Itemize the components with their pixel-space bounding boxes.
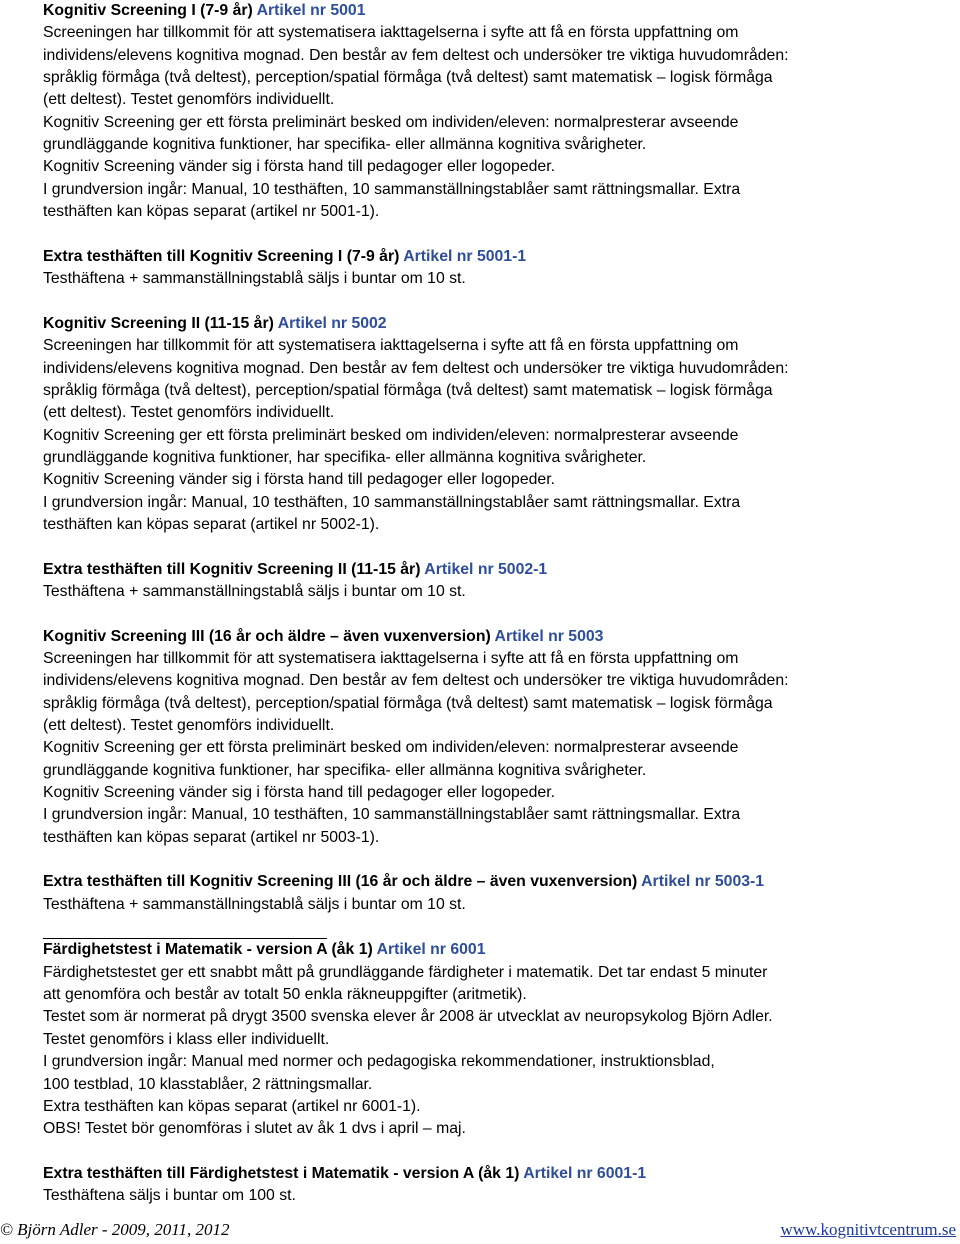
- body-line: Screeningen har tillkommit för att systematisera iakttagelserna i syfte att få en första uppfattning om: [43, 337, 739, 355]
- body-line: Testhäftena säljs i buntar om 100 st.: [43, 1187, 296, 1205]
- article-number: Artikel nr 5003: [494, 627, 604, 645]
- body-line: Kognitiv Screening vänder sig i första hand till pedagoger eller logopeder.: [43, 784, 555, 802]
- section-kognitiv-screening-2: [43, 313, 943, 536]
- body-line: grundläggande kognitiva funktioner, har specifika- eller allmänna kognitiva svårigheter.: [43, 136, 647, 154]
- section-fardighetstest-matematik: [43, 939, 943, 1140]
- body-line: grundläggande kognitiva funktioner, har specifika- eller allmänna kognitiva svårigheter.: [43, 761, 647, 779]
- body-line: språklig förmåga (två deltest), perception/spatial förmåga (två deltest) samt matematisk – logisk förmåga: [43, 69, 773, 87]
- section-heading: [43, 313, 943, 335]
- body-line: Testhäftena + sammanställningstablå säljs i buntar om 10 st.: [43, 582, 466, 600]
- heading-title: Färdighetstest i Matematik - version A (åk 1): [43, 941, 373, 959]
- heading-title: Kognitiv Screening III (16 år och äldre – även vuxenversion): [43, 627, 491, 645]
- section-heading: [43, 1163, 943, 1185]
- heading-title: Kognitiv Screening I (7-9 år): [43, 2, 253, 19]
- section-heading: [43, 0, 943, 22]
- body-line: Testet som är normerat på drygt 3500 svenska elever år 2008 är utvecklat av neuropsykolog Björn Adler.: [43, 1008, 773, 1026]
- body-line: grundläggande kognitiva funktioner, har specifika- eller allmänna kognitiva svårigheter.: [43, 448, 647, 466]
- heading-title: Extra testhäften till Kognitiv Screening I (7-9 år): [43, 247, 400, 265]
- body-line: testhäften kan köpas separat (artikel nr 5003-1).: [43, 828, 380, 846]
- section-heading: [43, 626, 943, 648]
- heading-title: Extra testhäften till Kognitiv Screening III (16 år och äldre – även vuxenversion): [43, 873, 638, 891]
- body-line: individens/elevens kognitiva mognad. Den består av fem deltest och undersöker tre viktiga huvudområden:: [43, 46, 789, 64]
- website-link[interactable]: www.kognitivtcentrum.se: [780, 1220, 956, 1239]
- body-line: Extra testhäften kan köpas separat (artikel nr 6001-1).: [43, 1097, 421, 1115]
- section-heading: [43, 246, 943, 268]
- article-number: Artikel nr 6001: [376, 941, 486, 959]
- document-body: [43, 0, 943, 1230]
- heading-title: Extra testhäften till Färdighetstest i Matematik - version A (åk 1): [43, 1164, 520, 1182]
- section-heading: [43, 559, 943, 581]
- body-line: individens/elevens kognitiva mognad. Den består av fem deltest och undersöker tre viktiga huvudområden:: [43, 359, 789, 377]
- body-line: Testet genomförs i klass eller individuellt.: [43, 1030, 330, 1048]
- body-line: OBS! Testet bör genomföras i slutet av åk 1 dvs i april – maj.: [43, 1120, 466, 1138]
- body-line: Kognitiv Screening vänder sig i första hand till pedagoger eller logopeder.: [43, 471, 555, 489]
- body-line: Kognitiv Screening ger ett första preliminärt besked om individen/eleven: normalpresterar avseende: [43, 426, 739, 444]
- article-number: Artikel nr 5001-1: [403, 247, 527, 265]
- body-line: I grundversion ingår: Manual, 10 testhäften, 10 sammanställningstablåer samt rättningsmallar. Extra: [43, 806, 741, 824]
- body-line: Screeningen har tillkommit för att systematisera iakttagelserna i syfte att få en första uppfattning om: [43, 649, 739, 667]
- body-line: att genomföra och består av totalt 50 enkla räkneuppgifter (aritmetik).: [43, 986, 527, 1004]
- section-extra-kognitiv-screening-3: [43, 871, 943, 916]
- body-line: Kognitiv Screening ger ett första preliminärt besked om individen/eleven: normalpresterar avseende: [43, 113, 739, 131]
- section-extra-fardighetstest-matematik: [43, 1163, 943, 1208]
- section-kognitiv-screening-1: [43, 0, 943, 223]
- body-line: Testhäftena + sammanställningstablå säljs i buntar om 10 st.: [43, 270, 466, 288]
- body-line: I grundversion ingår: Manual, 10 testhäften, 10 sammanställningstablåer samt rättningsmallar. Extra: [43, 180, 741, 198]
- body-line: I grundversion ingår: Manual med normer och pedagogiska rekommendationer, instruktionsblad,: [43, 1053, 715, 1071]
- article-number: Artikel nr 6001-1: [523, 1164, 647, 1182]
- section-heading: [43, 939, 943, 961]
- section-extra-kognitiv-screening-2: [43, 559, 943, 604]
- body-line: Färdighetstestet ger ett snabbt mått på grundläggande färdigheter i matematik. Det tar endast 5 minuter: [43, 963, 768, 981]
- heading-title: Kognitiv Screening II (11-15 år): [43, 314, 274, 332]
- body-line: Kognitiv Screening ger ett första preliminärt besked om individen/eleven: normalpresterar avseende: [43, 739, 739, 757]
- body-line: språklig förmåga (två deltest), perception/spatial förmåga (två deltest) samt matematisk – logisk förmåga: [43, 381, 773, 399]
- body-line: (ett deltest). Testet genomförs individuellt.: [43, 91, 335, 109]
- body-line: 100 testblad, 10 klasstablåer, 2 rättningsmallar.: [43, 1075, 373, 1093]
- article-number: Artikel nr 5003-1: [641, 873, 765, 891]
- heading-title: Extra testhäften till Kognitiv Screening II (11-15 år): [43, 560, 421, 578]
- body-line: testhäften kan köpas separat (artikel nr 5001-1).: [43, 203, 380, 221]
- body-line: Testhäftena + sammanställningstablå säljs i buntar om 10 st.: [43, 895, 466, 913]
- body-line: I grundversion ingår: Manual, 10 testhäften, 10 sammanställningstablåer samt rättningsmallar. Extra: [43, 493, 741, 511]
- section-extra-kognitiv-screening-1: [43, 246, 943, 291]
- section-kognitiv-screening-3: [43, 626, 943, 849]
- article-number: Artikel nr 5002-1: [424, 560, 548, 578]
- copyright-notice: © Björn Adler - 2009, 2011, 2012: [0, 1220, 230, 1239]
- section-heading: [43, 871, 943, 893]
- body-line: (ett deltest). Testet genomförs individuellt.: [43, 404, 335, 422]
- body-line: Screeningen har tillkommit för att systematisera iakttagelserna i syfte att få en första uppfattning om: [43, 24, 739, 42]
- body-line: (ett deltest). Testet genomförs individuellt.: [43, 717, 335, 734]
- body-line: språklig förmåga (två deltest), perception/spatial förmåga (två deltest) samt matematisk – logisk förmåga: [43, 694, 773, 712]
- body-line: testhäften kan köpas separat (artikel nr 5002-1).: [43, 515, 380, 533]
- article-number: Artikel nr 5002: [277, 314, 387, 332]
- body-line: individens/elevens kognitiva mognad. Den består av fem deltest och undersöker tre viktiga huvudområden:: [43, 672, 789, 690]
- body-line: Kognitiv Screening vänder sig i första hand till pedagoger eller logopeder.: [43, 158, 555, 176]
- article-number: Artikel nr 5001: [256, 2, 366, 19]
